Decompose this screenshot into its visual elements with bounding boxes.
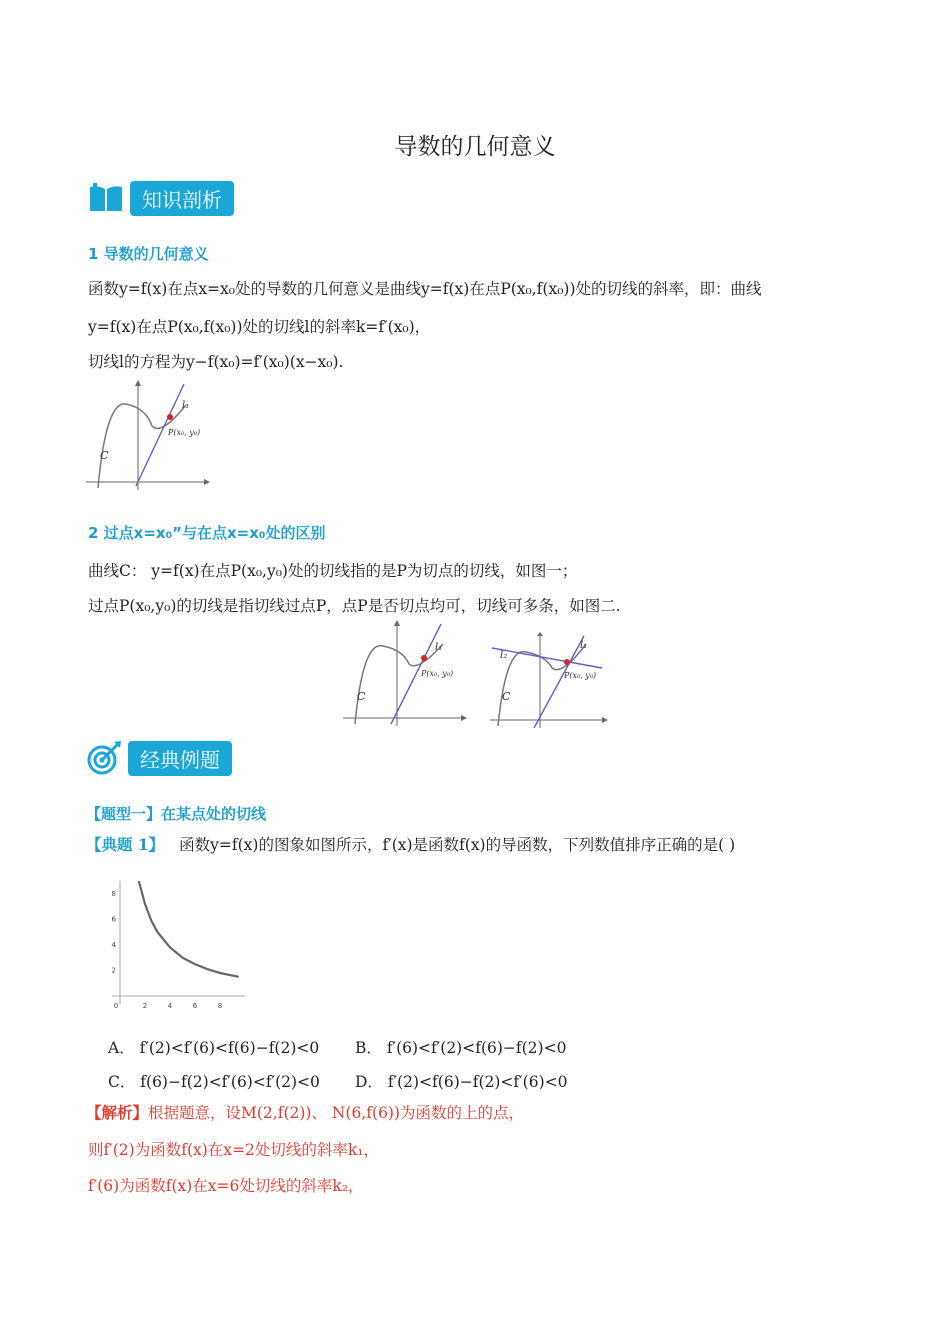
line-label: l₁ [435, 642, 443, 653]
analysis-tag: 【解析】 [86, 1103, 149, 1122]
heading-1: 1 导数的几何意义 [88, 245, 209, 263]
analysis-line-2: 则f′(2)为函数f(x)在x=2处切线的斜率k₁， [88, 1141, 379, 1159]
option-a[interactable]: A． f′(2)<f′(6)<f(6)−f(2)<0 [108, 1039, 320, 1057]
paragraph: 函数y=f(x)在点x=x₀处的导数的几何意义是曲线y=f(x)在点P(x₀,f(x₀))处的切线的斜率，即：曲线 [88, 280, 762, 298]
paragraph: 曲线C： y=f(x)在点P(x₀,y₀)处的切线指的是P为切点的切线，如图一； [88, 562, 578, 580]
function-chart [100, 876, 250, 1016]
option-d[interactable]: D． f′(2)<f(6)−f(2)<f′(6)<0 [355, 1073, 568, 1091]
analysis-line-3: f′(6)为函数f(x)在x=6处切线的斜率k₂， [88, 1177, 364, 1195]
option-b[interactable]: B． f′(6)<f′(2)<f(6)−f(2)<0 [355, 1039, 567, 1057]
paragraph: 过点P(x₀,y₀)的切线是指切线过点P，点P是否切点均可，切线可多条，如图二. [88, 597, 621, 615]
page-title: 导数的几何意义 [394, 134, 556, 160]
option-c[interactable]: C． f(6)−f(2)<f′(6)<f′(2)<0 [108, 1073, 320, 1091]
curve-label: C [502, 690, 511, 703]
x-tick-label: 0 [113, 1002, 119, 1010]
x-tick-label: 4 [167, 1002, 173, 1010]
x-tick-label: 8 [217, 1002, 223, 1010]
paragraph: y=f(x)在点P(x₀,f(x₀))处的切线l的斜率k=f′(x₀)， [88, 318, 431, 336]
x-tick-label: 2 [142, 1002, 148, 1010]
question-line [86, 835, 735, 855]
tangent-figure-one [343, 620, 467, 726]
tangent-figure-two [490, 632, 608, 728]
line-label: l₁ [580, 640, 588, 651]
question-text: 函数y=f(x)的图象如图所示，f′(x)是函数f(x)的导函数，下列数值排序正确的是( ) [179, 836, 736, 854]
open-book-icon [88, 181, 124, 215]
target-icon [86, 740, 122, 776]
y-tick-label: 4 [111, 940, 116, 949]
y-tick-label: 2 [111, 966, 116, 975]
section-label: 经典例题 [128, 741, 232, 776]
section-banner-examples [86, 740, 232, 776]
y-tick-label: 6 [111, 915, 116, 924]
x-tick-label: 6 [192, 1002, 198, 1010]
question-tag: 【典题 1】 [86, 835, 165, 854]
tangent-figure [86, 380, 210, 490]
analysis-line-1 [86, 1103, 524, 1123]
curve-label: C [357, 690, 366, 703]
y-tick-label: 8 [111, 889, 116, 898]
point-label: P(x₀, y₀) [564, 671, 597, 680]
section-label: 知识剖析 [130, 181, 234, 216]
series-line [139, 881, 239, 977]
line-label: l₁ [182, 400, 190, 411]
question-type-label: 【题型一】在某点处的切线 [86, 805, 267, 823]
paragraph: 切线l的方程为y−f(x₀)=f′(x₀)(x−x₀). [88, 353, 344, 371]
analysis-text: 根据题意，设M(2,f(2))、 N(6,f(6))为函数的上的点， [148, 1104, 525, 1122]
point-label: P(x₀, y₀) [168, 428, 201, 437]
curve-label: C [100, 449, 109, 462]
point-label: P(x₀, y₀) [421, 669, 454, 678]
line-label: l₂ [500, 650, 508, 661]
section-banner-knowledge [88, 180, 234, 216]
heading-2: 2 过点x=x₀”与在点x=x₀处的区别 [88, 524, 326, 542]
